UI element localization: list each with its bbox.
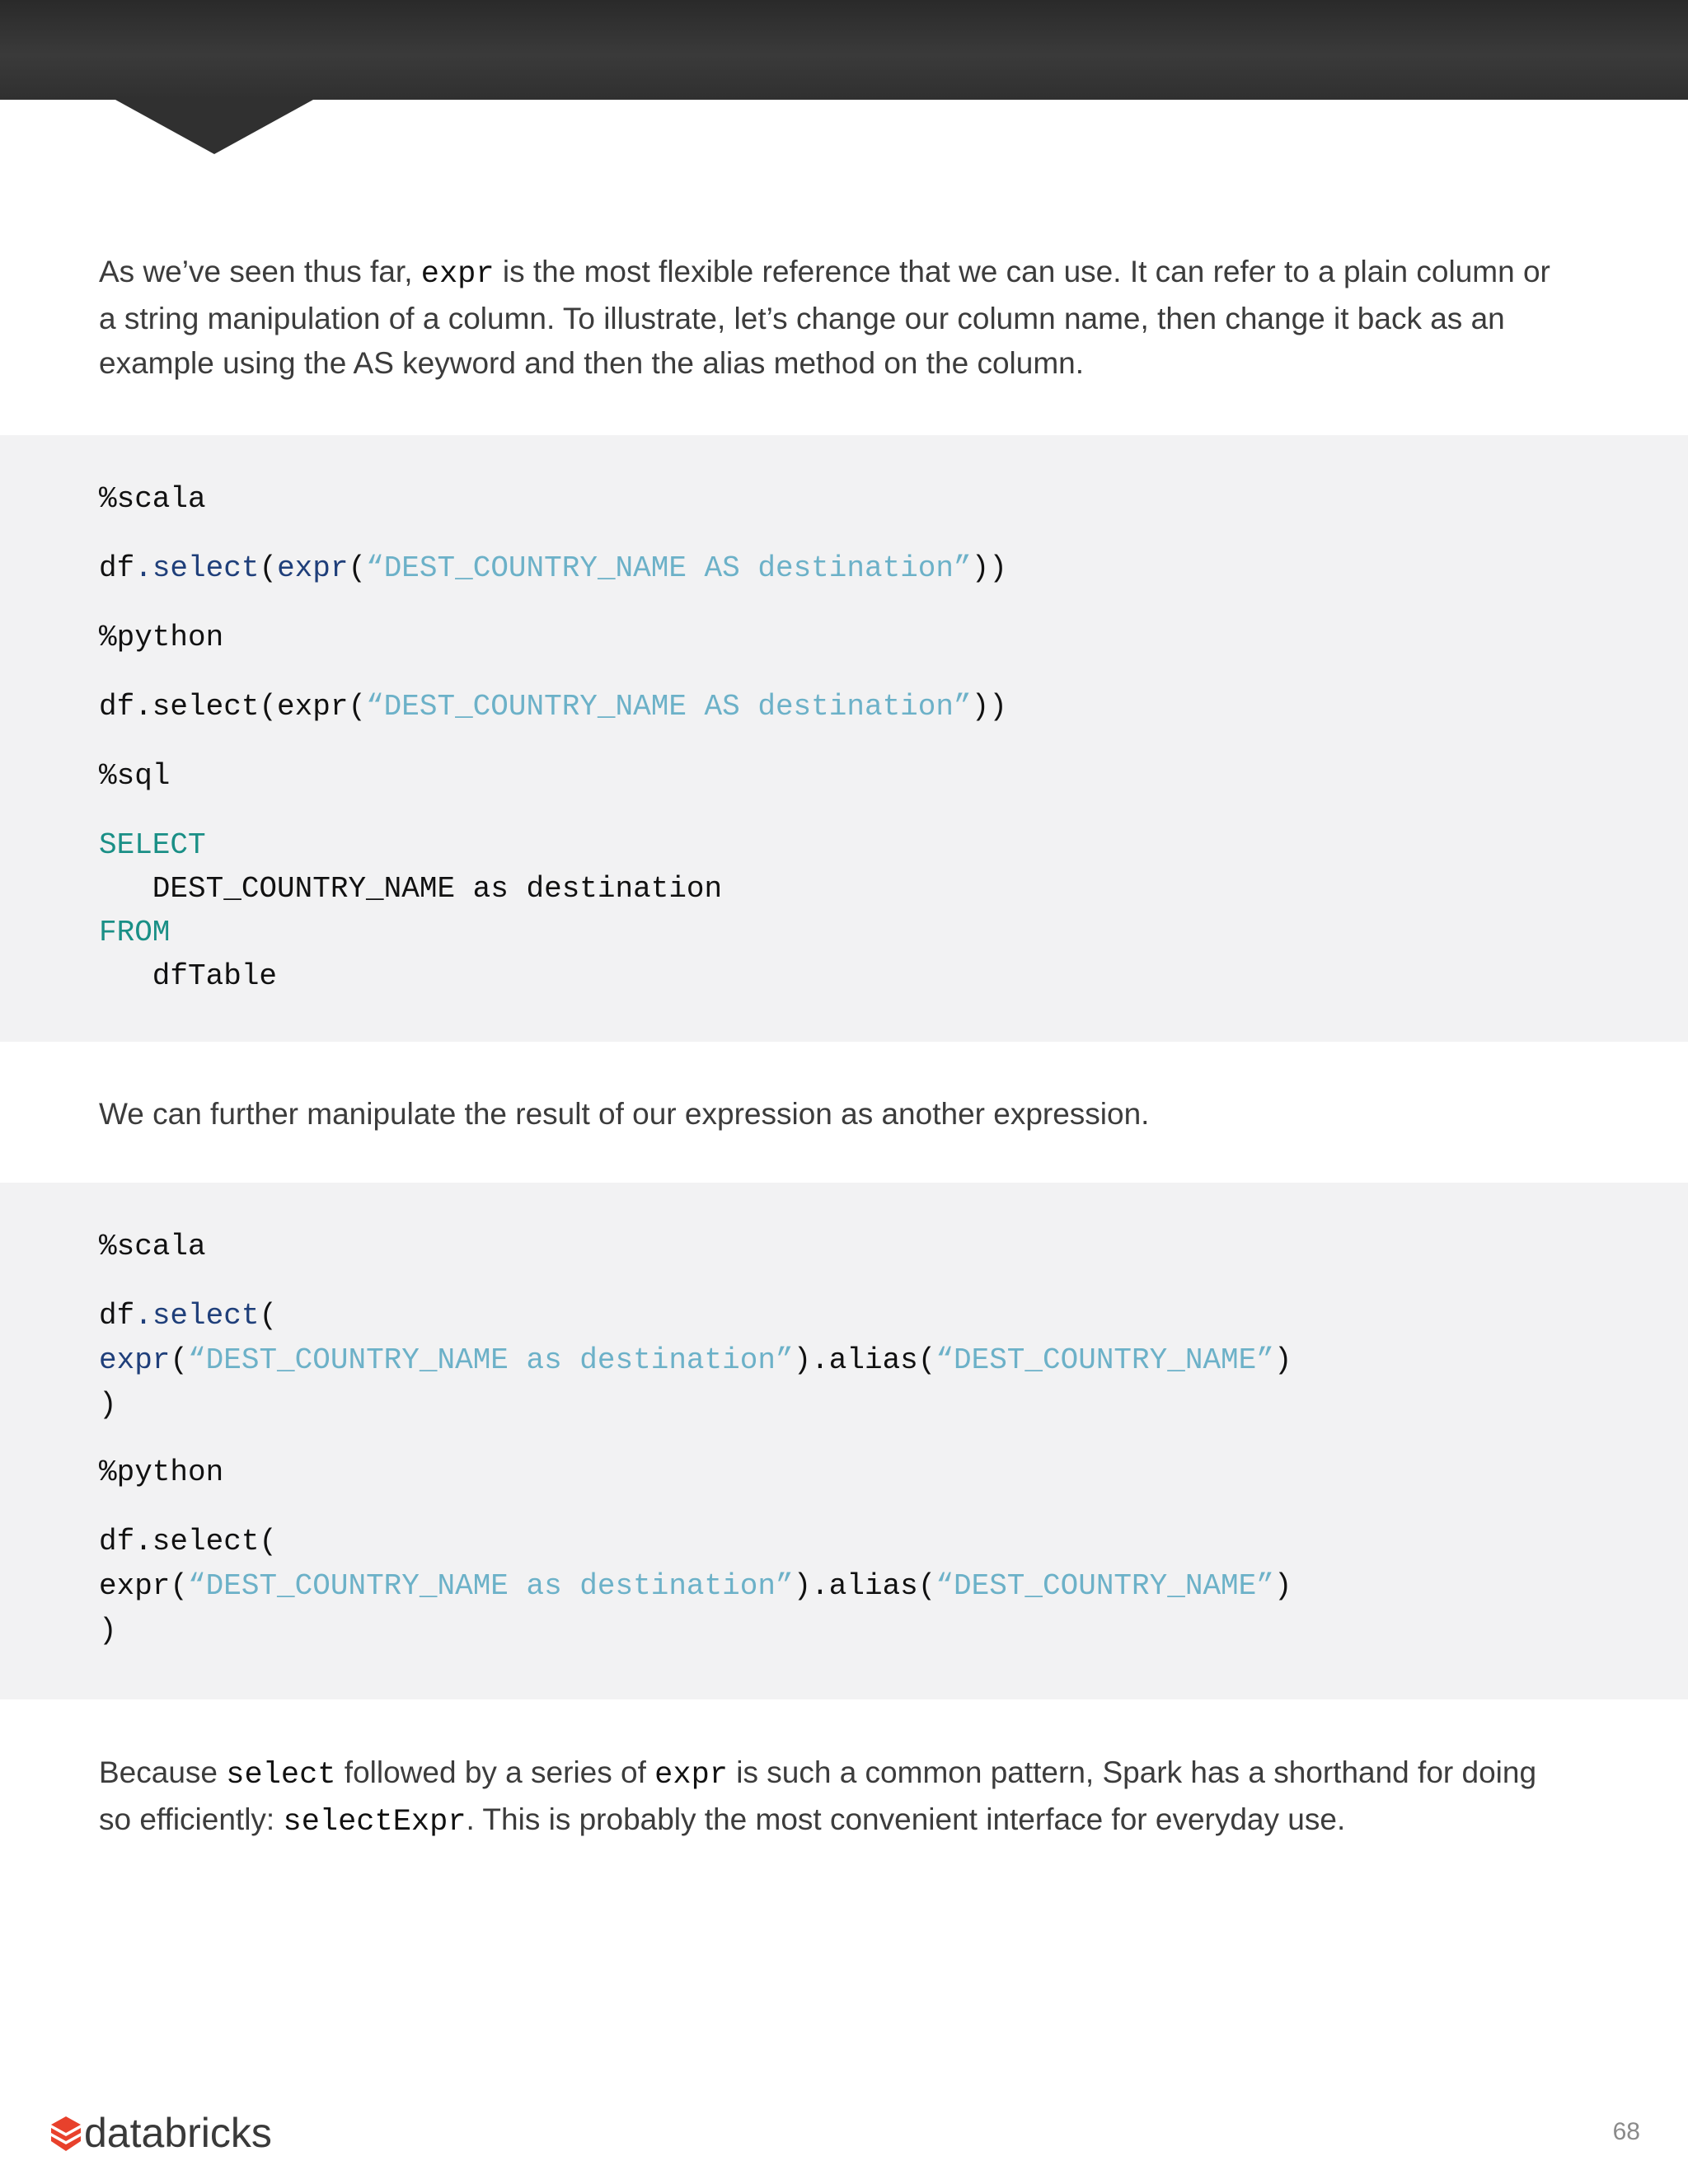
sql-keyword-from: FROM bbox=[99, 916, 171, 949]
code-lang-label: %python bbox=[99, 1455, 224, 1489]
code-line: expr(“DEST_COUNTRY_NAME as destination”).alias(“DEST_COUNTRY_NAME”) bbox=[99, 1343, 1292, 1377]
code-lang-label: %python bbox=[99, 621, 224, 654]
code-block-2 bbox=[0, 1183, 1688, 1699]
code-line: DEST_COUNTRY_NAME as destination bbox=[99, 872, 723, 906]
code-lang-label: %sql bbox=[99, 759, 171, 793]
databricks-logo-icon bbox=[49, 2115, 82, 2153]
middle-paragraph: We can further manipulate the result of our expression as another expression. bbox=[99, 1097, 1150, 1131]
code-lang-label: %scala bbox=[99, 1230, 206, 1263]
code-line: ) bbox=[99, 1614, 117, 1647]
code-block-1 bbox=[0, 435, 1688, 1042]
intro-paragraph bbox=[99, 250, 1574, 386]
sql-keyword-select: SELECT bbox=[99, 828, 206, 862]
header-notch bbox=[115, 100, 313, 154]
code-line: dfTable bbox=[99, 959, 278, 993]
intro-text-a: As we’ve seen thus far, bbox=[99, 255, 421, 288]
code-line: df.select( bbox=[99, 1525, 278, 1558]
closing-paragraph: Because select followed by a series of expr is such a common pattern, Spark has a shorthand for doing so efficiently: selectExpr. This is probably the most convenient interface for everyday use. bbox=[99, 1755, 1537, 1840]
inline-code-select: select bbox=[226, 1758, 336, 1793]
inline-code-expr: expr bbox=[654, 1758, 728, 1793]
code-lang-label: %scala bbox=[99, 482, 206, 516]
code-line: expr(“DEST_COUNTRY_NAME as destination”).alias(“DEST_COUNTRY_NAME”) bbox=[99, 1569, 1292, 1603]
page-number: 68 bbox=[1612, 2118, 1640, 2145]
code-line: df.select(expr(“DEST_COUNTRY_NAME AS destination”)) bbox=[99, 690, 1007, 724]
code-line: df.select( bbox=[99, 1299, 278, 1333]
intro-text-b: is the most flexible reference that we can use. It can refer to a plain column or a string manipulation of a column. To illustrate, let’s change our column name, then change it back as an example using the AS keyword and then the alias method on the column. bbox=[99, 255, 1550, 380]
inline-code-selectexpr: selectExpr bbox=[283, 1805, 467, 1840]
code-line: df.select(expr(“DEST_COUNTRY_NAME AS destination”)) bbox=[99, 551, 1007, 585]
header-band bbox=[0, 0, 1688, 100]
logo-wordmark: databricks bbox=[84, 2110, 272, 2156]
code-line: ) bbox=[99, 1388, 117, 1422]
inline-code-expr: expr bbox=[420, 257, 495, 292]
